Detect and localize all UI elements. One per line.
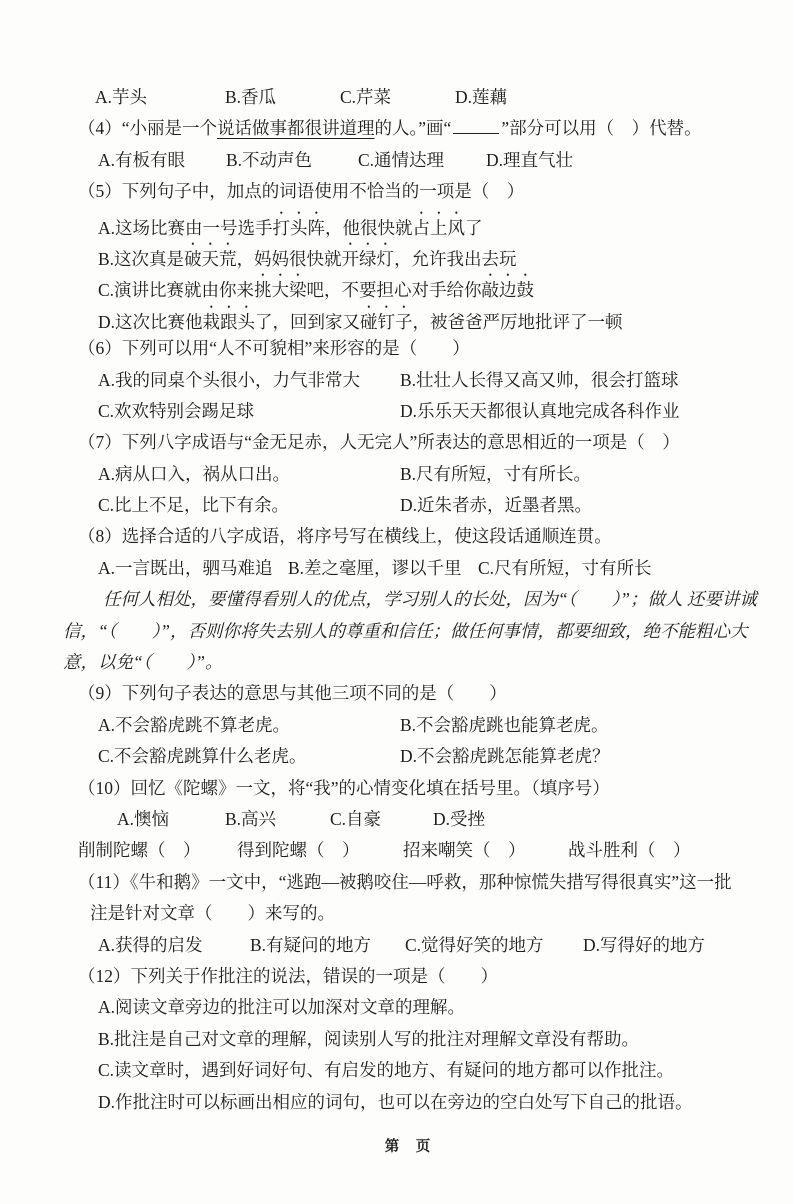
option-d: D.理直气壮	[486, 149, 574, 170]
option-b: B.香瓜	[225, 87, 277, 107]
question-12-option-d: D.作批注时可以标画出相应的词句，也可以在旁边的空白处写下自己的批语。	[98, 1091, 693, 1112]
option-a: A.获得的启发	[98, 934, 203, 955]
dotted-phrase: 挑大梁	[254, 280, 307, 301]
page-number-label: 第 页	[384, 1138, 432, 1155]
question-5-option-d	[63, 302, 753, 333]
option-c: C.比上不足，比下有余。	[98, 495, 290, 516]
fill-item-3: 招来嘲笑（ ）	[403, 840, 526, 861]
question-4-stem	[63, 113, 753, 144]
option-c: C.芹菜	[340, 87, 392, 107]
option-d: D.不会豁虎跳怎能算老虎？	[400, 746, 610, 767]
option-text: 吧，不要担心对手给你	[306, 280, 482, 301]
fill-item-1: 削制陀螺（ ）	[78, 840, 201, 861]
option-a: A.不会豁虎跳不算老虎。	[98, 714, 291, 735]
option-a: A.病从口入，祸从口出。	[98, 463, 291, 484]
option-text: ，被爸爸严厉地批评了一顿	[412, 311, 623, 332]
option-a: A.我的同桌个头很小，力气非常大	[98, 369, 361, 390]
question-8-options-row	[63, 553, 753, 584]
question-11-stem-line-2: 注是针对文章（ ）来写的。	[90, 903, 335, 924]
question-8-paragraph-line-3: 意，以免“（ ）”。	[63, 652, 223, 673]
question-8-paragraph-line-1: 任何人相处，要懂得看别人的优点，学习别人的长处，因为“（ ）”；做人 还要讲诚	[103, 589, 757, 610]
question-5-option-c	[63, 270, 753, 301]
option-text: C.演讲比赛就由你来	[98, 280, 255, 301]
question-7-options-row-1	[63, 459, 753, 490]
question-6-options-row-1	[63, 365, 753, 396]
option-text: ，他很快就	[325, 217, 413, 238]
question-4-options-row	[63, 145, 753, 176]
dotted-phrase: 栽跟头	[202, 311, 256, 332]
question-3-options-row	[63, 82, 753, 113]
question-9-options-row-2	[63, 741, 753, 772]
question-12-option-c: C.读文章时，遇到好词好句、有启发的地方、有疑问的地方都可以作批注。	[98, 1060, 675, 1081]
dotted-phrase: 破天荒	[184, 248, 237, 269]
stem-text: （4）“小丽是一个	[78, 118, 218, 139]
dotted-phrase: 开绿灯	[341, 248, 395, 269]
question-7-stem: （7）下列八字成语与“金无足赤，人无完人”所表达的意思相近的一项是（ ）	[78, 432, 680, 453]
option-text: D.这次比赛他	[98, 311, 203, 332]
question-8-paragraph-line-2: 信，“（ ）”，否则你将失去别人的尊重和信任；做任何事情，都要细致，绝不能粗心大	[63, 620, 748, 641]
option-b: B.差之毫厘，谬以千里	[288, 557, 462, 578]
option-c: C.尺有所短，寸有所长	[478, 557, 652, 578]
question-11-options-row	[63, 930, 753, 961]
question-10-options-row	[63, 804, 753, 835]
option-c: C.自豪	[330, 808, 382, 829]
option-c: C.不会豁虎跳算什么老虎。	[98, 746, 307, 767]
question-6-options-row-2	[63, 396, 753, 427]
underlined-phrase: 说话做事都很讲道理	[217, 118, 375, 139]
option-text: ，妈妈很快就	[236, 248, 342, 269]
page-footer	[63, 1132, 753, 1162]
option-c: C.觉得好笑的地方	[405, 934, 544, 955]
option-d: D.受挫	[433, 808, 486, 829]
option-d: D.莲藕	[455, 87, 508, 107]
option-c: C.通情达理	[358, 149, 445, 170]
question-8-stem: （8）选择合适的八字成语，将序号写在横线上，使这段话通顺连贯。	[78, 526, 612, 547]
option-b: B.尺有所短，寸有所长。	[400, 463, 592, 484]
option-d: D.乐乐天天都很认真地完成各科作业	[400, 400, 680, 421]
stem-text: 的人。”画“	[374, 118, 452, 139]
option-text: ，允许我出去玩	[394, 248, 517, 269]
question-12-option-a: A.阅读文章旁边的批注可以加深对文章的理解。	[98, 997, 466, 1018]
question-5-option-a	[63, 208, 753, 239]
question-5-option-b	[63, 239, 753, 270]
fill-item-4: 战斗胜利（ ）	[568, 840, 691, 861]
question-5-stem: （5）下列句子中，加点的词语使用不恰当的一项是（ ）	[78, 181, 525, 202]
option-a: A.有板有眼	[98, 149, 186, 170]
option-a: A.一言既出，驷马难追	[98, 557, 273, 578]
dotted-phrase: 占上风	[412, 217, 466, 238]
dotted-phrase: 碰钉子	[360, 311, 413, 332]
question-7-options-row-2	[63, 490, 753, 521]
question-10-fill-row	[63, 835, 753, 866]
dotted-phrase: 打头阵	[272, 217, 326, 238]
option-text: 了	[465, 217, 483, 238]
question-12-option-b: B.批注是自己对文章的理解，阅读别人写的批注对理解文章没有帮助。	[98, 1028, 640, 1049]
option-b: B.高兴	[225, 808, 277, 829]
answer-blank-line	[453, 131, 499, 134]
option-b: B.有疑问的地方	[250, 934, 372, 955]
option-d: D.近朱者赤，近墨者黑。	[400, 495, 593, 516]
question-12-stem: （12）下列关于作批注的说法，错误的一项是（ ）	[78, 965, 498, 986]
option-a: A.懊恼	[117, 808, 170, 829]
fill-item-2: 得到陀螺（ ）	[237, 840, 360, 861]
option-text: B.这次真是	[98, 248, 185, 269]
option-b: B.壮壮人长得又高又帅，很会打篮球	[400, 369, 679, 390]
option-d: D.写得好的地方	[583, 934, 706, 955]
option-b: B.不会豁虎跳也能算老虎。	[400, 714, 609, 735]
option-b: B.不动声色	[226, 149, 313, 170]
dotted-phrase: 敲边鼓	[481, 280, 535, 301]
question-6-stem: （6）下列可以用“人不可貌相”来形容的是（ ）	[78, 338, 470, 359]
question-10-stem: （10）回忆《陀螺》一文，将“我”的心情变化填在括号里。（填序号）	[78, 777, 610, 798]
option-a: A.芋头	[95, 87, 148, 107]
option-text: A.这场比赛由一号选手	[98, 217, 273, 238]
option-text: 了，回到家又	[255, 311, 361, 332]
question-9-options-row-1	[63, 710, 753, 741]
option-c: C.欢欢特别会踢足球	[98, 400, 255, 421]
stem-text: ”部分可以用（ ）代替。	[501, 118, 702, 139]
question-11-stem-line-1: （11）《牛和鹅》一文中，“逃跑—被鹅咬住—呼救，那种惊慌失措写得很真实”这一批	[78, 871, 732, 892]
question-9-stem: （9）下列句子表达的意思与其他三项不同的是（ ）	[78, 683, 507, 704]
